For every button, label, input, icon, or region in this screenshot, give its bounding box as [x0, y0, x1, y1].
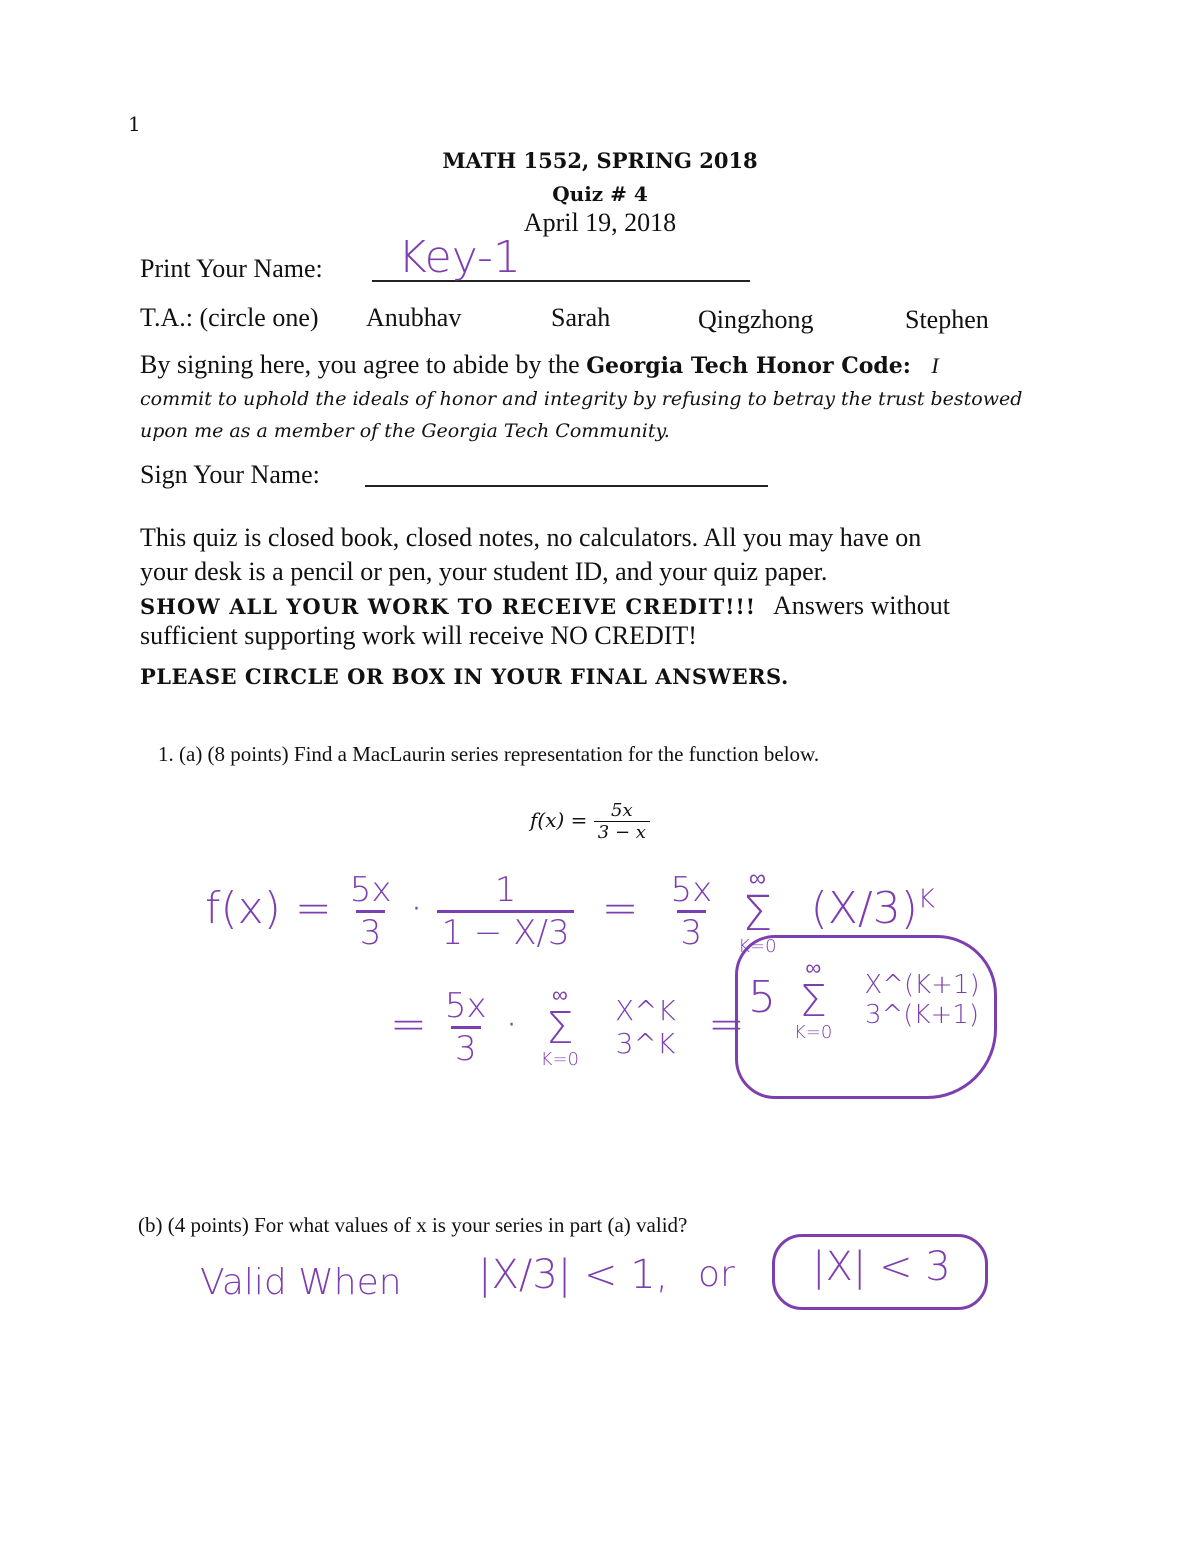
name-handwritten: Key-1 [398, 232, 521, 283]
name-label: Print Your Name: [140, 254, 323, 283]
hw-step1: f(x) = $\frac{5x}{3}$ · $\frac{1}{1 - X/3}$ = $\frac{5x}{3}$ ∞ Σ K=0 $(X/3)^K$ [205, 864, 935, 957]
quiz-date: April 19, 2018 [523, 208, 677, 237]
sign-label: Sign Your Name: [140, 460, 320, 489]
hw-final-answer: 5 ∞ Σ K=0 X^(K+1) 3^(K+1) [748, 956, 980, 1043]
ta-option-qingzhong[interactable]: Qingzhong [698, 305, 814, 334]
sign-blank-line[interactable] [365, 485, 768, 487]
show-work-notice: SHOW ALL YOUR WORK TO RECEIVE CREDIT!!! [140, 594, 756, 619]
instructions-line4: sufficient supporting work will receive NO CREDIT! [140, 621, 697, 650]
quiz-number: Quiz # 4 [552, 182, 648, 206]
circle-answers-notice: PLEASE CIRCLE OR BOX IN YOUR FINAL ANSWERS. [140, 664, 789, 689]
course-title: MATH 1552, SPRING 2018 [442, 148, 758, 173]
ta-option-stephen[interactable]: Stephen [905, 305, 989, 334]
honor-pledge-line3: upon me as a member of the Georgia Tech Community. [140, 420, 670, 442]
hw-or: or [698, 1254, 735, 1295]
question-1a: 1. (a) (8 points) Find a MacLaurin series representation for the function below. [158, 742, 820, 766]
hw-valid-answer: |X| < 3 [812, 1244, 951, 1290]
honor-code-name: Georgia Tech Honor Code: [586, 353, 911, 379]
ta-option-sarah[interactable]: Sarah [551, 303, 611, 332]
hw-valid-text: Valid When [200, 1262, 402, 1303]
honor-pledge-line2: commit to uphold the ideals of honor and integrity by refusing to betray the trust bestowed [140, 388, 1023, 410]
hw-valid-condition: |X/3| < 1, [478, 1252, 669, 1298]
hw-step2: = $\frac{5x}{3}$ · ∞ Σ K=0 X^K 3^K = [390, 983, 745, 1070]
instructions-line1: This quiz is closed book, closed notes, no calculators. All you may have on [140, 523, 922, 552]
ta-option-anubhav[interactable]: Anubhav [366, 303, 462, 332]
printed-function: f(x) = $\frac{5x}{3 - x}$ [530, 800, 650, 843]
question-1b: (b) (4 points) For what values of x is your series in part (a) valid? [138, 1213, 688, 1237]
honor-lead: By signing here, you agree to abide by the Georgia Tech Honor Code: I [140, 350, 939, 379]
honor-pledge-start: I [931, 353, 939, 378]
instructions-line2: your desk is a pencil or pen, your student ID, and your quiz paper. [140, 557, 828, 586]
instructions-line3: SHOW ALL YOUR WORK TO RECEIVE CREDIT!!! Answers without [140, 591, 950, 620]
ta-label: T.A.: (circle one) [140, 303, 319, 332]
page-number: 1 [128, 112, 141, 136]
